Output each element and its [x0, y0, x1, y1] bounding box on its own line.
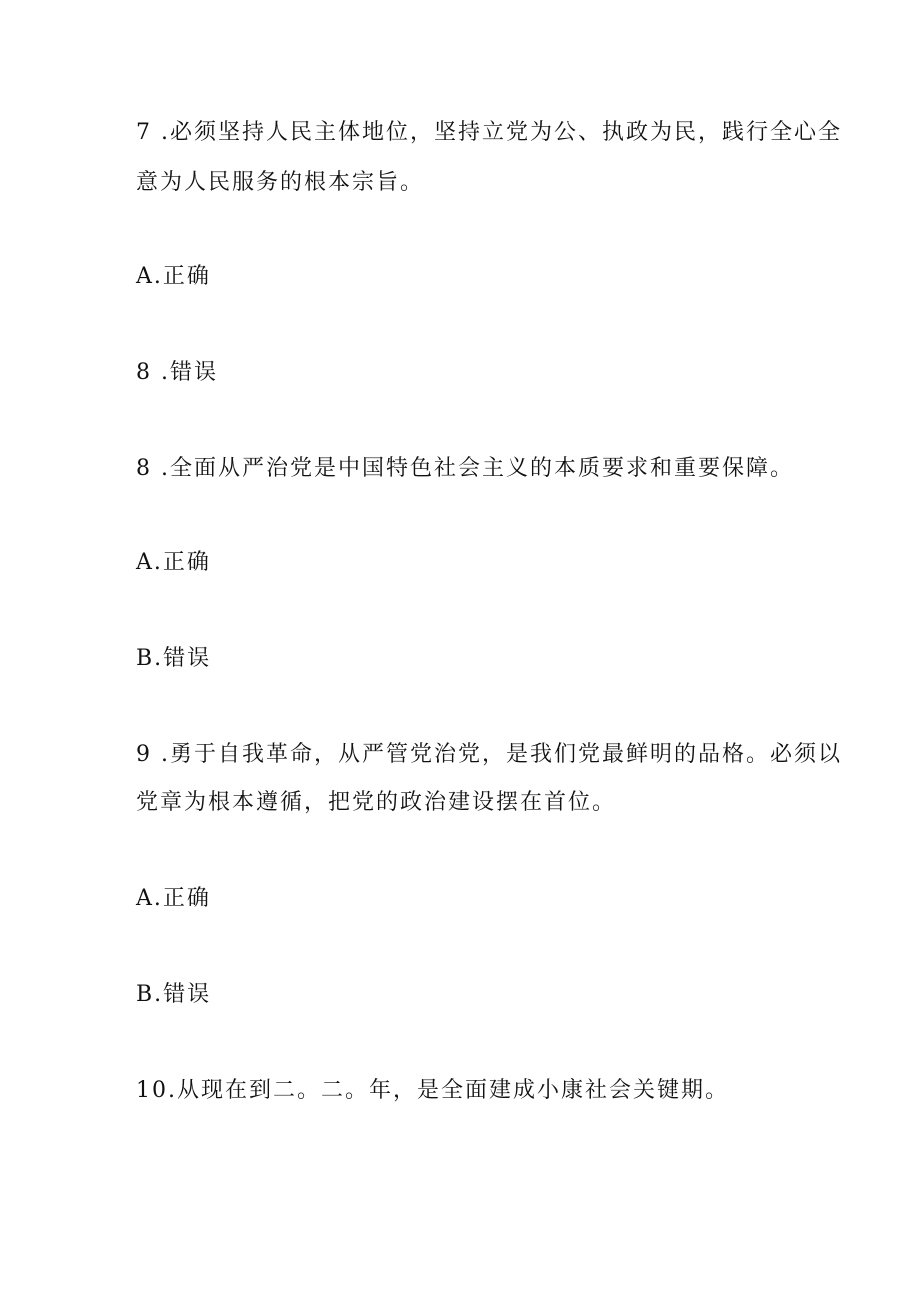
question-8-text-line-1: 8 .全面从严治党是中国特色社会主义的本质要求和重要保障。 [136, 456, 794, 481]
question-7-text-line-1: 7 .必须坚持人民主体地位，坚持立党为公、执政为民，践行全心全 [136, 120, 842, 145]
question-9-text-line-2: 党章为根本遵循，把党的政治建设摆在首位。 [136, 790, 617, 815]
question-7-option-b: 8 .错误 [136, 360, 218, 385]
question-10-text-line-1: 10.从现在到二。二。年，是全面建成小康社会关键期。 [136, 1078, 729, 1103]
question-9-text-line-1: 9 .勇于自我革命，从严管党治党，是我们党最鲜明的品格。必须以 [136, 742, 842, 767]
question-7-text-line-2: 意为人民服务的根本宗旨。 [136, 170, 425, 195]
question-8-option-a: A.正确 [136, 550, 211, 575]
question-9-option-b: B.错误 [136, 982, 212, 1007]
question-9-option-a: A.正确 [136, 886, 211, 911]
question-7-option-a: A.正确 [136, 264, 211, 289]
question-8-option-b: B.错误 [136, 646, 212, 671]
